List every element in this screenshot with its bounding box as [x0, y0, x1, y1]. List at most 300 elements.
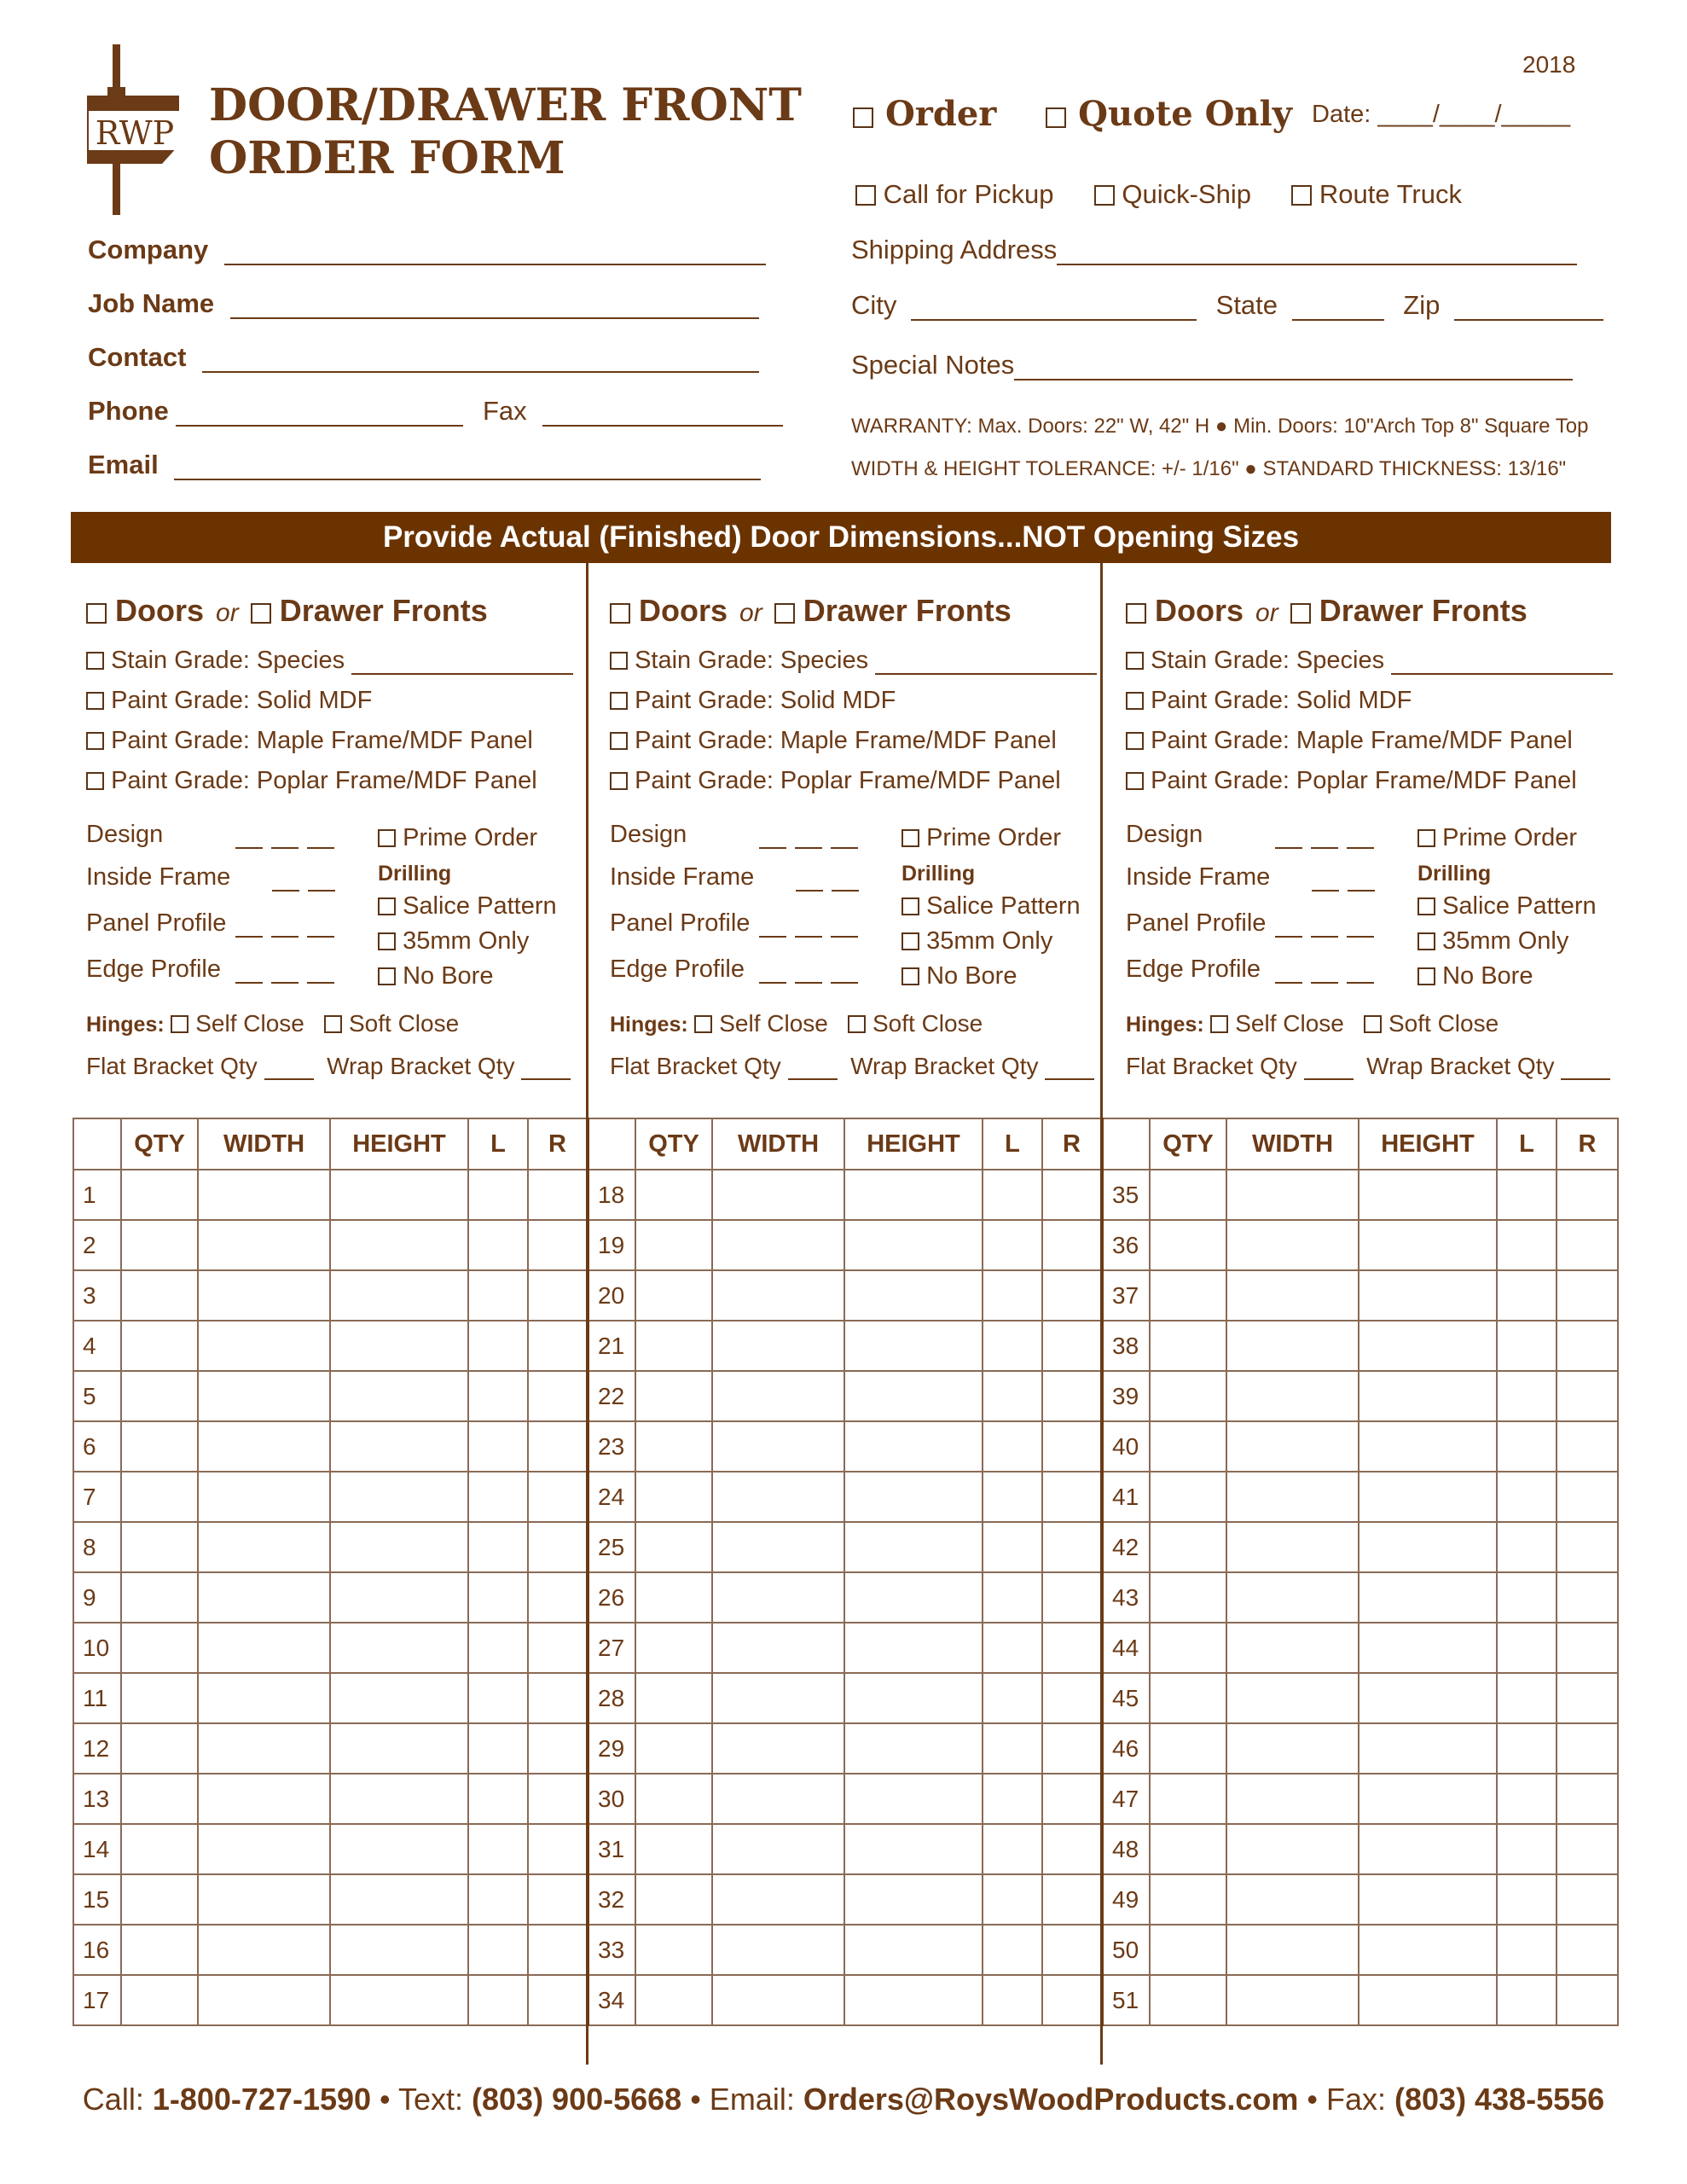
qty-cell[interactable]	[121, 1572, 198, 1623]
company-field[interactable]	[224, 241, 766, 265]
width-cell[interactable]	[712, 1623, 844, 1673]
width-cell[interactable]	[1226, 1321, 1359, 1371]
height-cell[interactable]	[1359, 1975, 1497, 2025]
width-cell[interactable]	[198, 1321, 330, 1371]
date-field[interactable]: Date: ____/____/_____	[1312, 101, 1571, 128]
r-cell[interactable]	[1557, 1975, 1618, 2025]
qty-cell[interactable]	[1150, 1321, 1226, 1371]
city-field[interactable]	[911, 297, 1197, 321]
contact-field[interactable]	[202, 349, 759, 373]
height-cell[interactable]	[844, 1824, 983, 1874]
qty-cell[interactable]	[1150, 1874, 1226, 1925]
height-cell[interactable]	[330, 1321, 468, 1371]
qty-cell[interactable]	[635, 1572, 712, 1623]
qty-cell[interactable]	[121, 1371, 198, 1421]
width-cell[interactable]	[712, 1421, 844, 1472]
call-number[interactable]: 1-800-727-1590	[152, 2082, 372, 2117]
qty-cell[interactable]	[635, 1774, 712, 1824]
width-cell[interactable]	[1226, 1723, 1359, 1774]
doors-checkbox[interactable]	[610, 603, 630, 624]
call-for-pickup-checkbox[interactable]	[855, 185, 876, 206]
r-cell[interactable]	[528, 1270, 588, 1321]
qty-cell[interactable]	[635, 1170, 712, 1220]
doors-checkbox[interactable]	[1126, 603, 1146, 624]
height-cell[interactable]	[844, 1925, 983, 1975]
qty-cell[interactable]	[635, 1824, 712, 1874]
height-cell[interactable]	[1359, 1472, 1497, 1522]
height-cell[interactable]	[330, 1824, 468, 1874]
qty-cell[interactable]	[1150, 1270, 1226, 1321]
l-cell[interactable]	[1497, 1220, 1557, 1270]
l-cell[interactable]	[983, 1673, 1042, 1723]
l-cell[interactable]	[1497, 1522, 1557, 1572]
l-cell[interactable]	[983, 1874, 1042, 1925]
height-cell[interactable]	[330, 1623, 468, 1673]
quote-only-checkbox[interactable]	[1046, 107, 1066, 128]
width-cell[interactable]	[712, 1874, 844, 1925]
r-cell[interactable]	[1042, 1270, 1102, 1321]
flat-bracket-field[interactable]	[788, 1060, 838, 1080]
r-cell[interactable]	[1557, 1270, 1618, 1321]
r-cell[interactable]	[1557, 1673, 1618, 1723]
fax-number[interactable]: (803) 438-5556	[1394, 2082, 1605, 2117]
l-cell[interactable]	[983, 1723, 1042, 1774]
width-cell[interactable]	[712, 1975, 844, 2025]
l-cell[interactable]	[983, 1321, 1042, 1371]
r-cell[interactable]	[1042, 1975, 1102, 2025]
r-cell[interactable]	[1557, 1421, 1618, 1472]
width-cell[interactable]	[198, 1925, 330, 1975]
qty-cell[interactable]	[635, 1723, 712, 1774]
width-cell[interactable]	[1226, 1371, 1359, 1421]
qty-cell[interactable]	[121, 1673, 198, 1723]
width-cell[interactable]	[198, 1572, 330, 1623]
l-cell[interactable]	[1497, 1170, 1557, 1220]
wrap-bracket-field[interactable]	[521, 1060, 571, 1080]
height-cell[interactable]	[330, 1723, 468, 1774]
height-cell[interactable]	[330, 1572, 468, 1623]
r-cell[interactable]	[1042, 1170, 1102, 1220]
width-cell[interactable]	[1226, 1270, 1359, 1321]
r-cell[interactable]	[1557, 1522, 1618, 1572]
width-cell[interactable]	[1226, 1472, 1359, 1522]
35mm-only-checkbox[interactable]	[901, 932, 919, 950]
species-field[interactable]	[1391, 654, 1613, 675]
width-cell[interactable]	[198, 1723, 330, 1774]
qty-cell[interactable]	[1150, 1723, 1226, 1774]
l-cell[interactable]	[983, 1270, 1042, 1321]
width-cell[interactable]	[198, 1220, 330, 1270]
qty-cell[interactable]	[635, 1673, 712, 1723]
qty-cell[interactable]	[635, 1874, 712, 1925]
l-cell[interactable]	[1497, 1874, 1557, 1925]
l-cell[interactable]	[468, 1673, 528, 1723]
solid-mdf-checkbox[interactable]	[1126, 692, 1144, 710]
height-cell[interactable]	[844, 1421, 983, 1472]
width-cell[interactable]	[1226, 1623, 1359, 1673]
l-cell[interactable]	[983, 1421, 1042, 1472]
width-cell[interactable]	[712, 1220, 844, 1270]
r-cell[interactable]	[1042, 1371, 1102, 1421]
email-field[interactable]	[174, 456, 761, 480]
l-cell[interactable]	[468, 1270, 528, 1321]
height-cell[interactable]	[1359, 1220, 1497, 1270]
qty-cell[interactable]	[121, 1925, 198, 1975]
r-cell[interactable]	[528, 1371, 588, 1421]
l-cell[interactable]	[468, 1321, 528, 1371]
order-checkbox[interactable]	[853, 107, 873, 128]
r-cell[interactable]	[528, 1925, 588, 1975]
width-cell[interactable]	[1226, 1774, 1359, 1824]
qty-cell[interactable]	[121, 1170, 198, 1220]
height-cell[interactable]	[844, 1220, 983, 1270]
l-cell[interactable]	[468, 1925, 528, 1975]
l-cell[interactable]	[1497, 1421, 1557, 1472]
r-cell[interactable]	[528, 1170, 588, 1220]
r-cell[interactable]	[1557, 1472, 1618, 1522]
qty-cell[interactable]	[121, 1975, 198, 2025]
maple-frame-checkbox[interactable]	[610, 732, 628, 750]
r-cell[interactable]	[1042, 1723, 1102, 1774]
qty-cell[interactable]	[635, 1321, 712, 1371]
r-cell[interactable]	[1557, 1170, 1618, 1220]
drawer-fronts-checkbox[interactable]	[251, 603, 271, 624]
height-cell[interactable]	[1359, 1572, 1497, 1623]
width-cell[interactable]	[712, 1824, 844, 1874]
r-cell[interactable]	[528, 1975, 588, 2025]
height-cell[interactable]	[330, 1774, 468, 1824]
qty-cell[interactable]	[121, 1824, 198, 1874]
height-cell[interactable]	[330, 1874, 468, 1925]
l-cell[interactable]	[1497, 1673, 1557, 1723]
qty-cell[interactable]	[1150, 1472, 1226, 1522]
qty-cell[interactable]	[1150, 1220, 1226, 1270]
height-cell[interactable]	[1359, 1371, 1497, 1421]
l-cell[interactable]	[1497, 1975, 1557, 2025]
qty-cell[interactable]	[635, 1623, 712, 1673]
fax-field[interactable]	[542, 403, 783, 427]
quick-ship-checkbox[interactable]	[1094, 185, 1115, 206]
l-cell[interactable]	[983, 1774, 1042, 1824]
route-truck-checkbox[interactable]	[1291, 185, 1312, 206]
qty-cell[interactable]	[635, 1925, 712, 1975]
qty-cell[interactable]	[1150, 1421, 1226, 1472]
qty-cell[interactable]	[121, 1723, 198, 1774]
width-cell[interactable]	[198, 1522, 330, 1572]
poplar-frame-checkbox[interactable]	[610, 772, 628, 790]
job-name-field[interactable]	[230, 295, 759, 319]
l-cell[interactable]	[983, 1472, 1042, 1522]
l-cell[interactable]	[468, 1522, 528, 1572]
height-cell[interactable]	[1359, 1623, 1497, 1673]
width-cell[interactable]	[198, 1874, 330, 1925]
qty-cell[interactable]	[121, 1874, 198, 1925]
solid-mdf-checkbox[interactable]	[610, 692, 628, 710]
width-cell[interactable]	[1226, 1421, 1359, 1472]
height-cell[interactable]	[844, 1673, 983, 1723]
width-cell[interactable]	[198, 1623, 330, 1673]
width-cell[interactable]	[1226, 1673, 1359, 1723]
qty-cell[interactable]	[1150, 1371, 1226, 1421]
wrap-bracket-field[interactable]	[1561, 1060, 1610, 1080]
qty-cell[interactable]	[121, 1321, 198, 1371]
width-cell[interactable]	[712, 1673, 844, 1723]
maple-frame-checkbox[interactable]	[86, 732, 104, 750]
l-cell[interactable]	[1497, 1723, 1557, 1774]
height-cell[interactable]	[1359, 1270, 1497, 1321]
l-cell[interactable]	[468, 1623, 528, 1673]
qty-cell[interactable]	[121, 1270, 198, 1321]
l-cell[interactable]	[1497, 1623, 1557, 1673]
doors-checkbox[interactable]	[86, 603, 107, 624]
height-cell[interactable]	[330, 1673, 468, 1723]
l-cell[interactable]	[468, 1371, 528, 1421]
r-cell[interactable]	[1557, 1925, 1618, 1975]
stain-grade-checkbox[interactable]	[86, 652, 104, 670]
l-cell[interactable]	[468, 1774, 528, 1824]
height-cell[interactable]	[1359, 1170, 1497, 1220]
l-cell[interactable]	[468, 1975, 528, 2025]
height-cell[interactable]	[844, 1572, 983, 1623]
width-cell[interactable]	[712, 1774, 844, 1824]
r-cell[interactable]	[1557, 1220, 1618, 1270]
height-cell[interactable]	[330, 1220, 468, 1270]
l-cell[interactable]	[1497, 1472, 1557, 1522]
height-cell[interactable]	[330, 1421, 468, 1472]
width-cell[interactable]	[712, 1522, 844, 1572]
width-cell[interactable]	[712, 1270, 844, 1321]
r-cell[interactable]	[1557, 1623, 1618, 1673]
species-field[interactable]	[351, 654, 573, 675]
qty-cell[interactable]	[635, 1522, 712, 1572]
l-cell[interactable]	[468, 1421, 528, 1472]
l-cell[interactable]	[1497, 1371, 1557, 1421]
width-cell[interactable]	[1226, 1824, 1359, 1874]
l-cell[interactable]	[983, 1975, 1042, 2025]
height-cell[interactable]	[844, 1723, 983, 1774]
soft-close-checkbox[interactable]	[324, 1015, 342, 1033]
l-cell[interactable]	[468, 1874, 528, 1925]
stain-grade-checkbox[interactable]	[1126, 652, 1144, 670]
width-cell[interactable]	[1226, 1874, 1359, 1925]
r-cell[interactable]	[528, 1321, 588, 1371]
height-cell[interactable]	[844, 1522, 983, 1572]
height-cell[interactable]	[844, 1270, 983, 1321]
height-cell[interactable]	[1359, 1321, 1497, 1371]
l-cell[interactable]	[468, 1472, 528, 1522]
self-close-checkbox[interactable]	[171, 1015, 188, 1033]
r-cell[interactable]	[528, 1220, 588, 1270]
width-cell[interactable]	[198, 1975, 330, 2025]
qty-cell[interactable]	[635, 1472, 712, 1522]
r-cell[interactable]	[528, 1623, 588, 1673]
width-cell[interactable]	[1226, 1975, 1359, 2025]
r-cell[interactable]	[1042, 1623, 1102, 1673]
r-cell[interactable]	[528, 1572, 588, 1623]
qty-cell[interactable]	[121, 1421, 198, 1472]
species-field[interactable]	[875, 654, 1097, 675]
qty-cell[interactable]	[1150, 1925, 1226, 1975]
width-cell[interactable]	[712, 1723, 844, 1774]
l-cell[interactable]	[468, 1824, 528, 1874]
height-cell[interactable]	[844, 1874, 983, 1925]
r-cell[interactable]	[1042, 1824, 1102, 1874]
r-cell[interactable]	[528, 1421, 588, 1472]
height-cell[interactable]	[330, 1925, 468, 1975]
r-cell[interactable]	[1042, 1472, 1102, 1522]
width-cell[interactable]	[198, 1371, 330, 1421]
qty-cell[interactable]	[635, 1975, 712, 2025]
soft-close-checkbox[interactable]	[1364, 1015, 1382, 1033]
r-cell[interactable]	[1557, 1874, 1618, 1925]
height-cell[interactable]	[330, 1472, 468, 1522]
width-cell[interactable]	[1226, 1220, 1359, 1270]
no-bore-checkbox[interactable]	[1417, 967, 1435, 985]
r-cell[interactable]	[1042, 1220, 1102, 1270]
height-cell[interactable]	[1359, 1421, 1497, 1472]
height-cell[interactable]	[1359, 1824, 1497, 1874]
r-cell[interactable]	[528, 1874, 588, 1925]
width-cell[interactable]	[712, 1371, 844, 1421]
qty-cell[interactable]	[1150, 1975, 1226, 2025]
prime-order-checkbox[interactable]	[901, 829, 919, 847]
drawer-fronts-checkbox[interactable]	[1290, 603, 1311, 624]
height-cell[interactable]	[844, 1774, 983, 1824]
width-cell[interactable]	[198, 1673, 330, 1723]
r-cell[interactable]	[528, 1723, 588, 1774]
height-cell[interactable]	[844, 1170, 983, 1220]
height-cell[interactable]	[1359, 1723, 1497, 1774]
special-notes-field[interactable]	[1014, 357, 1573, 380]
l-cell[interactable]	[1497, 1824, 1557, 1874]
r-cell[interactable]	[528, 1774, 588, 1824]
r-cell[interactable]	[1042, 1673, 1102, 1723]
width-cell[interactable]	[712, 1572, 844, 1623]
l-cell[interactable]	[983, 1572, 1042, 1623]
width-cell[interactable]	[198, 1824, 330, 1874]
qty-cell[interactable]	[121, 1522, 198, 1572]
height-cell[interactable]	[844, 1472, 983, 1522]
l-cell[interactable]	[983, 1925, 1042, 1975]
qty-cell[interactable]	[121, 1774, 198, 1824]
l-cell[interactable]	[1497, 1270, 1557, 1321]
wrap-bracket-field[interactable]	[1045, 1060, 1094, 1080]
l-cell[interactable]	[468, 1170, 528, 1220]
r-cell[interactable]	[1042, 1522, 1102, 1572]
width-cell[interactable]	[712, 1170, 844, 1220]
r-cell[interactable]	[528, 1673, 588, 1723]
l-cell[interactable]	[1497, 1925, 1557, 1975]
height-cell[interactable]	[1359, 1774, 1497, 1824]
35mm-only-checkbox[interactable]	[1417, 932, 1435, 950]
prime-order-checkbox[interactable]	[378, 829, 396, 847]
r-cell[interactable]	[1042, 1874, 1102, 1925]
r-cell[interactable]	[1557, 1321, 1618, 1371]
r-cell[interactable]	[1042, 1572, 1102, 1623]
l-cell[interactable]	[983, 1824, 1042, 1874]
soft-close-checkbox[interactable]	[848, 1015, 866, 1033]
width-cell[interactable]	[712, 1321, 844, 1371]
width-cell[interactable]	[712, 1925, 844, 1975]
height-cell[interactable]	[844, 1975, 983, 2025]
width-cell[interactable]	[198, 1270, 330, 1321]
height-cell[interactable]	[844, 1371, 983, 1421]
qty-cell[interactable]	[635, 1371, 712, 1421]
qty-cell[interactable]	[635, 1421, 712, 1472]
l-cell[interactable]	[468, 1572, 528, 1623]
l-cell[interactable]	[1497, 1572, 1557, 1623]
self-close-checkbox[interactable]	[694, 1015, 712, 1033]
height-cell[interactable]	[330, 1975, 468, 2025]
qty-cell[interactable]	[1150, 1522, 1226, 1572]
height-cell[interactable]	[1359, 1925, 1497, 1975]
email-address[interactable]: Orders@RoysWoodProducts.com	[803, 2082, 1299, 2117]
maple-frame-checkbox[interactable]	[1126, 732, 1144, 750]
r-cell[interactable]	[1557, 1824, 1618, 1874]
qty-cell[interactable]	[1150, 1170, 1226, 1220]
stain-grade-checkbox[interactable]	[610, 652, 628, 670]
qty-cell[interactable]	[1150, 1572, 1226, 1623]
width-cell[interactable]	[712, 1472, 844, 1522]
qty-cell[interactable]	[1150, 1824, 1226, 1874]
phone-field[interactable]	[176, 403, 463, 427]
shipping-address-field[interactable]	[1057, 241, 1577, 265]
r-cell[interactable]	[1557, 1371, 1618, 1421]
no-bore-checkbox[interactable]	[378, 967, 396, 985]
qty-cell[interactable]	[1150, 1774, 1226, 1824]
width-cell[interactable]	[1226, 1572, 1359, 1623]
salice-pattern-checkbox[interactable]	[901, 897, 919, 915]
l-cell[interactable]	[983, 1220, 1042, 1270]
width-cell[interactable]	[198, 1472, 330, 1522]
height-cell[interactable]	[1359, 1874, 1497, 1925]
poplar-frame-checkbox[interactable]	[86, 772, 104, 790]
width-cell[interactable]	[1226, 1925, 1359, 1975]
r-cell[interactable]	[528, 1522, 588, 1572]
height-cell[interactable]	[1359, 1673, 1497, 1723]
height-cell[interactable]	[844, 1321, 983, 1371]
state-field[interactable]	[1292, 297, 1384, 321]
l-cell[interactable]	[983, 1371, 1042, 1421]
salice-pattern-checkbox[interactable]	[1417, 897, 1435, 915]
qty-cell[interactable]	[121, 1623, 198, 1673]
qty-cell[interactable]	[1150, 1623, 1226, 1673]
width-cell[interactable]	[198, 1774, 330, 1824]
qty-cell[interactable]	[121, 1472, 198, 1522]
l-cell[interactable]	[1497, 1774, 1557, 1824]
salice-pattern-checkbox[interactable]	[378, 897, 396, 915]
r-cell[interactable]	[1042, 1421, 1102, 1472]
qty-cell[interactable]	[121, 1220, 198, 1270]
l-cell[interactable]	[468, 1723, 528, 1774]
flat-bracket-field[interactable]	[264, 1060, 314, 1080]
zip-field[interactable]	[1454, 297, 1603, 321]
l-cell[interactable]	[1497, 1321, 1557, 1371]
height-cell[interactable]	[330, 1522, 468, 1572]
qty-cell[interactable]	[635, 1270, 712, 1321]
r-cell[interactable]	[1042, 1925, 1102, 1975]
text-number[interactable]: (803) 900-5668	[472, 2082, 682, 2117]
qty-cell[interactable]	[635, 1220, 712, 1270]
l-cell[interactable]	[468, 1220, 528, 1270]
r-cell[interactable]	[1557, 1572, 1618, 1623]
drawer-fronts-checkbox[interactable]	[774, 603, 795, 624]
width-cell[interactable]	[198, 1421, 330, 1472]
no-bore-checkbox[interactable]	[901, 967, 919, 985]
solid-mdf-checkbox[interactable]	[86, 692, 104, 710]
height-cell[interactable]	[844, 1623, 983, 1673]
l-cell[interactable]	[983, 1170, 1042, 1220]
